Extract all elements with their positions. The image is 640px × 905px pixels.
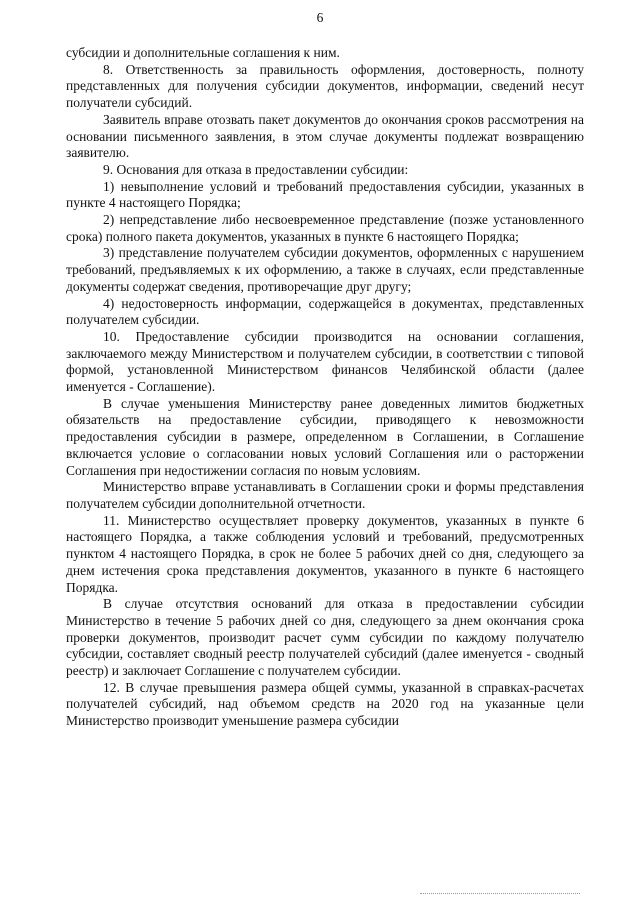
paragraph-subitem-4: 4) недостоверность информации, содержащейся в документах, представленных получателем субсидии. — [66, 295, 584, 328]
document-body — [66, 45, 584, 730]
paragraph-withdrawal: Заявитель вправе отозвать пакет документов до окончания сроков рассмотрения на основании письменного заявления, в этом случае документы подлежат возвращению заявителю. — [66, 111, 584, 161]
paragraph-item-10: 10. Предоставление субсидии производится на основании соглашения, заключаемого между Министерством и получателем субсидии, в соответствии с типовой формой, установленной Министерством финансов Челябинской области (далее именуется - Соглашение). — [66, 328, 584, 395]
paragraph-reporting: Министерство вправе устанавливать в Соглашении сроки и формы представления получателем субсидии дополнительной отчетности. — [66, 479, 584, 511]
paragraph-registry: В случае отсутствия оснований для отказа в предоставлении субсидии Министерство в течение 5 рабочих дней со дня, следующего за днем окончания срока проверки документов, производит расчет сумм субсидии по каждому получателю субсидии, составляет сводный реестр получателей субсидий (далее именуется - сводный реестр) и заключает Соглашение с получателем субсидии. — [66, 596, 584, 679]
paragraph-item-9: 9. Основания для отказа в предоставлении субсидии: — [103, 161, 409, 177]
paragraph-subitem-1: 1) невыполнение условий и требований предоставления субсидии, указанных в пункте 4 настоящего Порядка; — [66, 178, 584, 211]
paragraph-item-11: 11. Министерство осуществляет проверку документов, указанных в пункте 6 настоящего Порядка, а также соблюдения условий и требований, предусмотренных пунктом 4 настоящего Порядка, в срок не более 5 рабочих дней со дня, следующего за днем истечения срока представления документов, указанного в пункте 6 настоящего Порядка. — [66, 512, 584, 595]
page-number: 6 — [316, 10, 324, 25]
paragraph-limits: В случае уменьшения Министерству ранее доведенных лимитов бюджетных обязательств на предоставление субсидии, приводящего к невозможности предоставления субсидии в размере, определенном в Соглашении, в Соглашение включается условие о согласовании новых условий Соглашения или о расторжении Соглашения при недостижении согласия по новым условиям. — [66, 395, 584, 478]
paragraph-continuation: субсидии и дополнительные соглашения к ним. — [66, 45, 340, 60]
paragraph-item-12: 12. В случае превышения размера общей суммы, указанной в справках-расчетах получателей субсидий, над объемом средств на 2020 год на указанные цели Министерство производит уменьшение размера субсидии — [66, 679, 584, 729]
footer-dotted-line — [420, 893, 580, 894]
paragraph-subitem-3: 3) представление получателем субсидии документов, оформленных с нарушением требований, предъявляемых к их оформлению, а также в случаях, если представленные документы содержат сведения, противоречащие друг другу; — [66, 245, 584, 294]
paragraph-subitem-2: 2) непредставление либо несвоевременное представление (позже установленного срока) полного пакета документов, указанных в пункте 6 настоящего Порядка; — [66, 212, 584, 244]
paragraph-item-8: 8. Ответственность за правильность оформления, достоверность, полноту представленных для получения субсидии документов, информации, сведений несут получатели субсидий. — [66, 61, 584, 111]
